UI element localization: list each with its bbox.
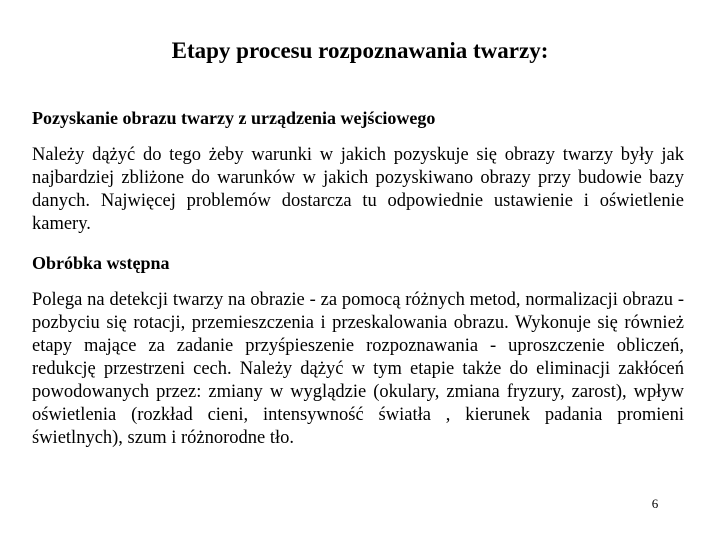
slide-title: Etapy procesu rozpoznawania twarzy: [171, 38, 549, 63]
page-number: 6 [651, 496, 659, 511]
section-body-acquisition: Należy dążyć do tego żeby warunki w jakich pozyskuje się obrazy twarzy były jak najbardziej zbliżone do warunków w jakich pozyskiwano obrazy przy budowie bazy danych. Najwięcej problemów dostarcza tu odpowiednie ustawienie i oświetlenie kamery. [32, 145, 684, 234]
section-body-preprocessing: Polega na detekcji twarzy na obrazie - za pomocą różnych metod, normalizacji obrazu - pozbyciu się rotacji, przemieszczenia i przeskalowania obrazu. Wykonuje się również etapy mające za zadanie przyśpieszenie rozpoznawania - uproszczenie obliczeń, redukcję przestrzeni cech. Należy dążyć w tym etapie także do eliminacji zakłóceń powodowanych przez: zmiany w wyglądzie (okulary, zmiana fryzury, zarost), wpływ oświetlenia (rozkład cieni, intensywność światła , kierunek padania promieni świetlnych), szum i różnorodne tło. [32, 290, 684, 448]
section-heading-acquisition: Pozyskanie obrazu twarzy z urządzenia wejściowego [32, 108, 436, 128]
section-heading-preprocessing: Obróbka wstępna [32, 253, 170, 273]
